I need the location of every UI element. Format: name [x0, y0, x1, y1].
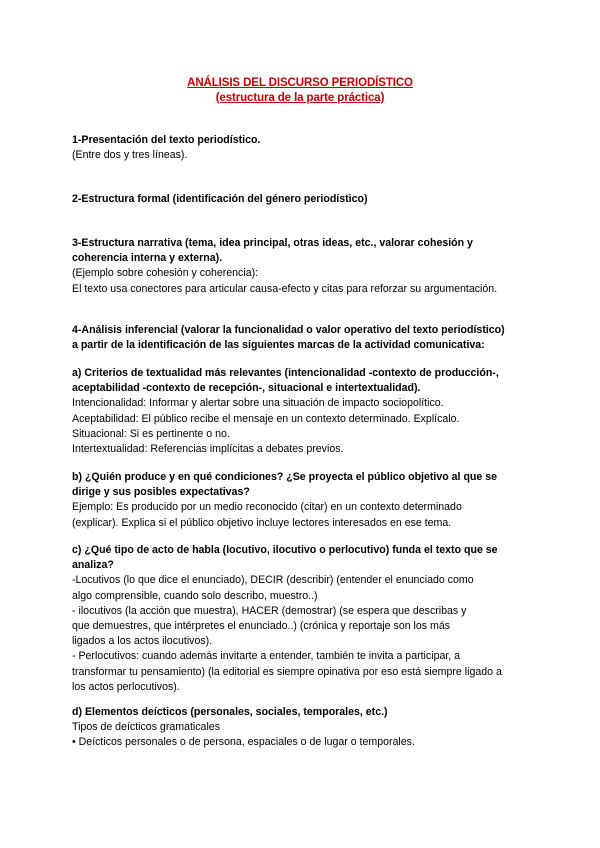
section-1	[72, 133, 532, 163]
section-c-heading-line: analiza?	[72, 559, 114, 572]
section-a-text: Intencionalidad: Informar y alertar sobre una situación de impacto sociopolítico.	[72, 397, 444, 410]
section-2	[72, 192, 532, 207]
section-c-text: ligados a los actos ilocutivos).	[72, 635, 213, 648]
section-a-text: Aceptabilidad: El público recibe el mensaje en un contexto determinado. Explícalo.	[72, 412, 460, 425]
section-3	[72, 236, 532, 297]
section-c-text: algo comprensible, cuando solo describo, muestro..)	[72, 589, 318, 602]
section-d-heading: d) Elementos deícticos (personales, sociales, temporales, etc.)	[72, 706, 388, 718]
section-b-heading-line: dirige y sus posibles expectativas?	[72, 486, 250, 499]
section-3-heading-line: 3-Estructura narrativa (tema, idea principal, otras ideas, etc., valorar cohesión y	[72, 237, 473, 249]
section-c-text: que demuestres, que intérpretes el enunciado..) (crónica y reportaje son los más	[72, 620, 451, 633]
section-c-text: -Locutivos (lo que dice el enunciado), DECIR (describir) (entender el enunciado como	[72, 574, 474, 587]
section-3-text: (Ejemplo sobre cohesión y coherencia):	[72, 267, 259, 280]
document-subtitle: (estructura de la parte práctica)	[215, 92, 385, 104]
section-4-heading-line: a partir de la identificación de las siguientes marcas de la actividad comunicativa:	[72, 339, 485, 352]
section-a-text: Intertextualidad: Referencias implícitas a debates previos.	[72, 443, 344, 456]
section-a-heading-line: aceptabilidad -contexto de recepción-, situacional e intertextualidad).	[72, 382, 421, 395]
section-d-text: Tipos de deícticos gramaticales	[72, 721, 220, 734]
section-c-text: transformar tu pensamiento) (la editorial es siempre opinativa por eso está siempre ligado a	[72, 665, 502, 678]
section-3-text: El texto usa conectores para articular causa-efecto y citas para reforzar su argumentación.	[72, 282, 498, 295]
section-a-heading-line: a) Criterios de textualidad más relevantes (intencionalidad -contexto de producción-,	[72, 367, 499, 379]
section-d-text: • Deícticos personales o de persona, espaciales o de lugar o temporales.	[72, 736, 415, 749]
section-b	[72, 470, 532, 531]
section-a	[72, 366, 532, 457]
section-4-heading-line: 4-Análisis inferencial (valorar la funcionalidad o valor operativo del texto periodístico)	[72, 324, 505, 336]
section-c	[72, 543, 532, 695]
section-b-heading-line: b) ¿Quién produce y en qué condiciones? ¿Se proyecta el público objetivo al que se	[72, 471, 498, 483]
document-title: ANÁLISIS DEL DISCURSO PERIODÍSTICO	[187, 77, 413, 89]
section-c-text: - ilocutivos (la acción que muestra), HACER (demostrar) (se espera que describas y	[72, 604, 467, 617]
section-1-text: (Entre dos y tres líneas).	[72, 149, 188, 162]
section-b-text: Ejemplo: Es producido por un medio reconocido (citar) en un contexto determinado	[72, 501, 462, 514]
title-block	[0, 76, 600, 106]
section-c-text: - Perlocutivos: cuando además invitarte a entender, también te invita a participar, a	[72, 650, 461, 663]
section-b-text: (explicar). Explica si el público objetivo incluye lectores interesados en ese tema.	[72, 516, 452, 529]
section-d	[72, 705, 532, 751]
section-a-text: Situacional: Si es pertinente o no.	[72, 427, 230, 440]
section-2-heading: 2-Estructura formal (identificación del género periodístico)	[72, 193, 368, 205]
section-3-heading-line: coherencia interna y externa).	[72, 252, 223, 265]
section-1-heading: 1-Presentación del texto periodístico.	[72, 134, 261, 146]
section-4	[72, 323, 532, 353]
section-c-heading-line: c) ¿Qué tipo de acto de habla (locutivo, ilocutivo o perlocutivo) funda el texto que se	[72, 544, 498, 556]
section-c-text: los actos perlocutivos).	[72, 680, 180, 693]
